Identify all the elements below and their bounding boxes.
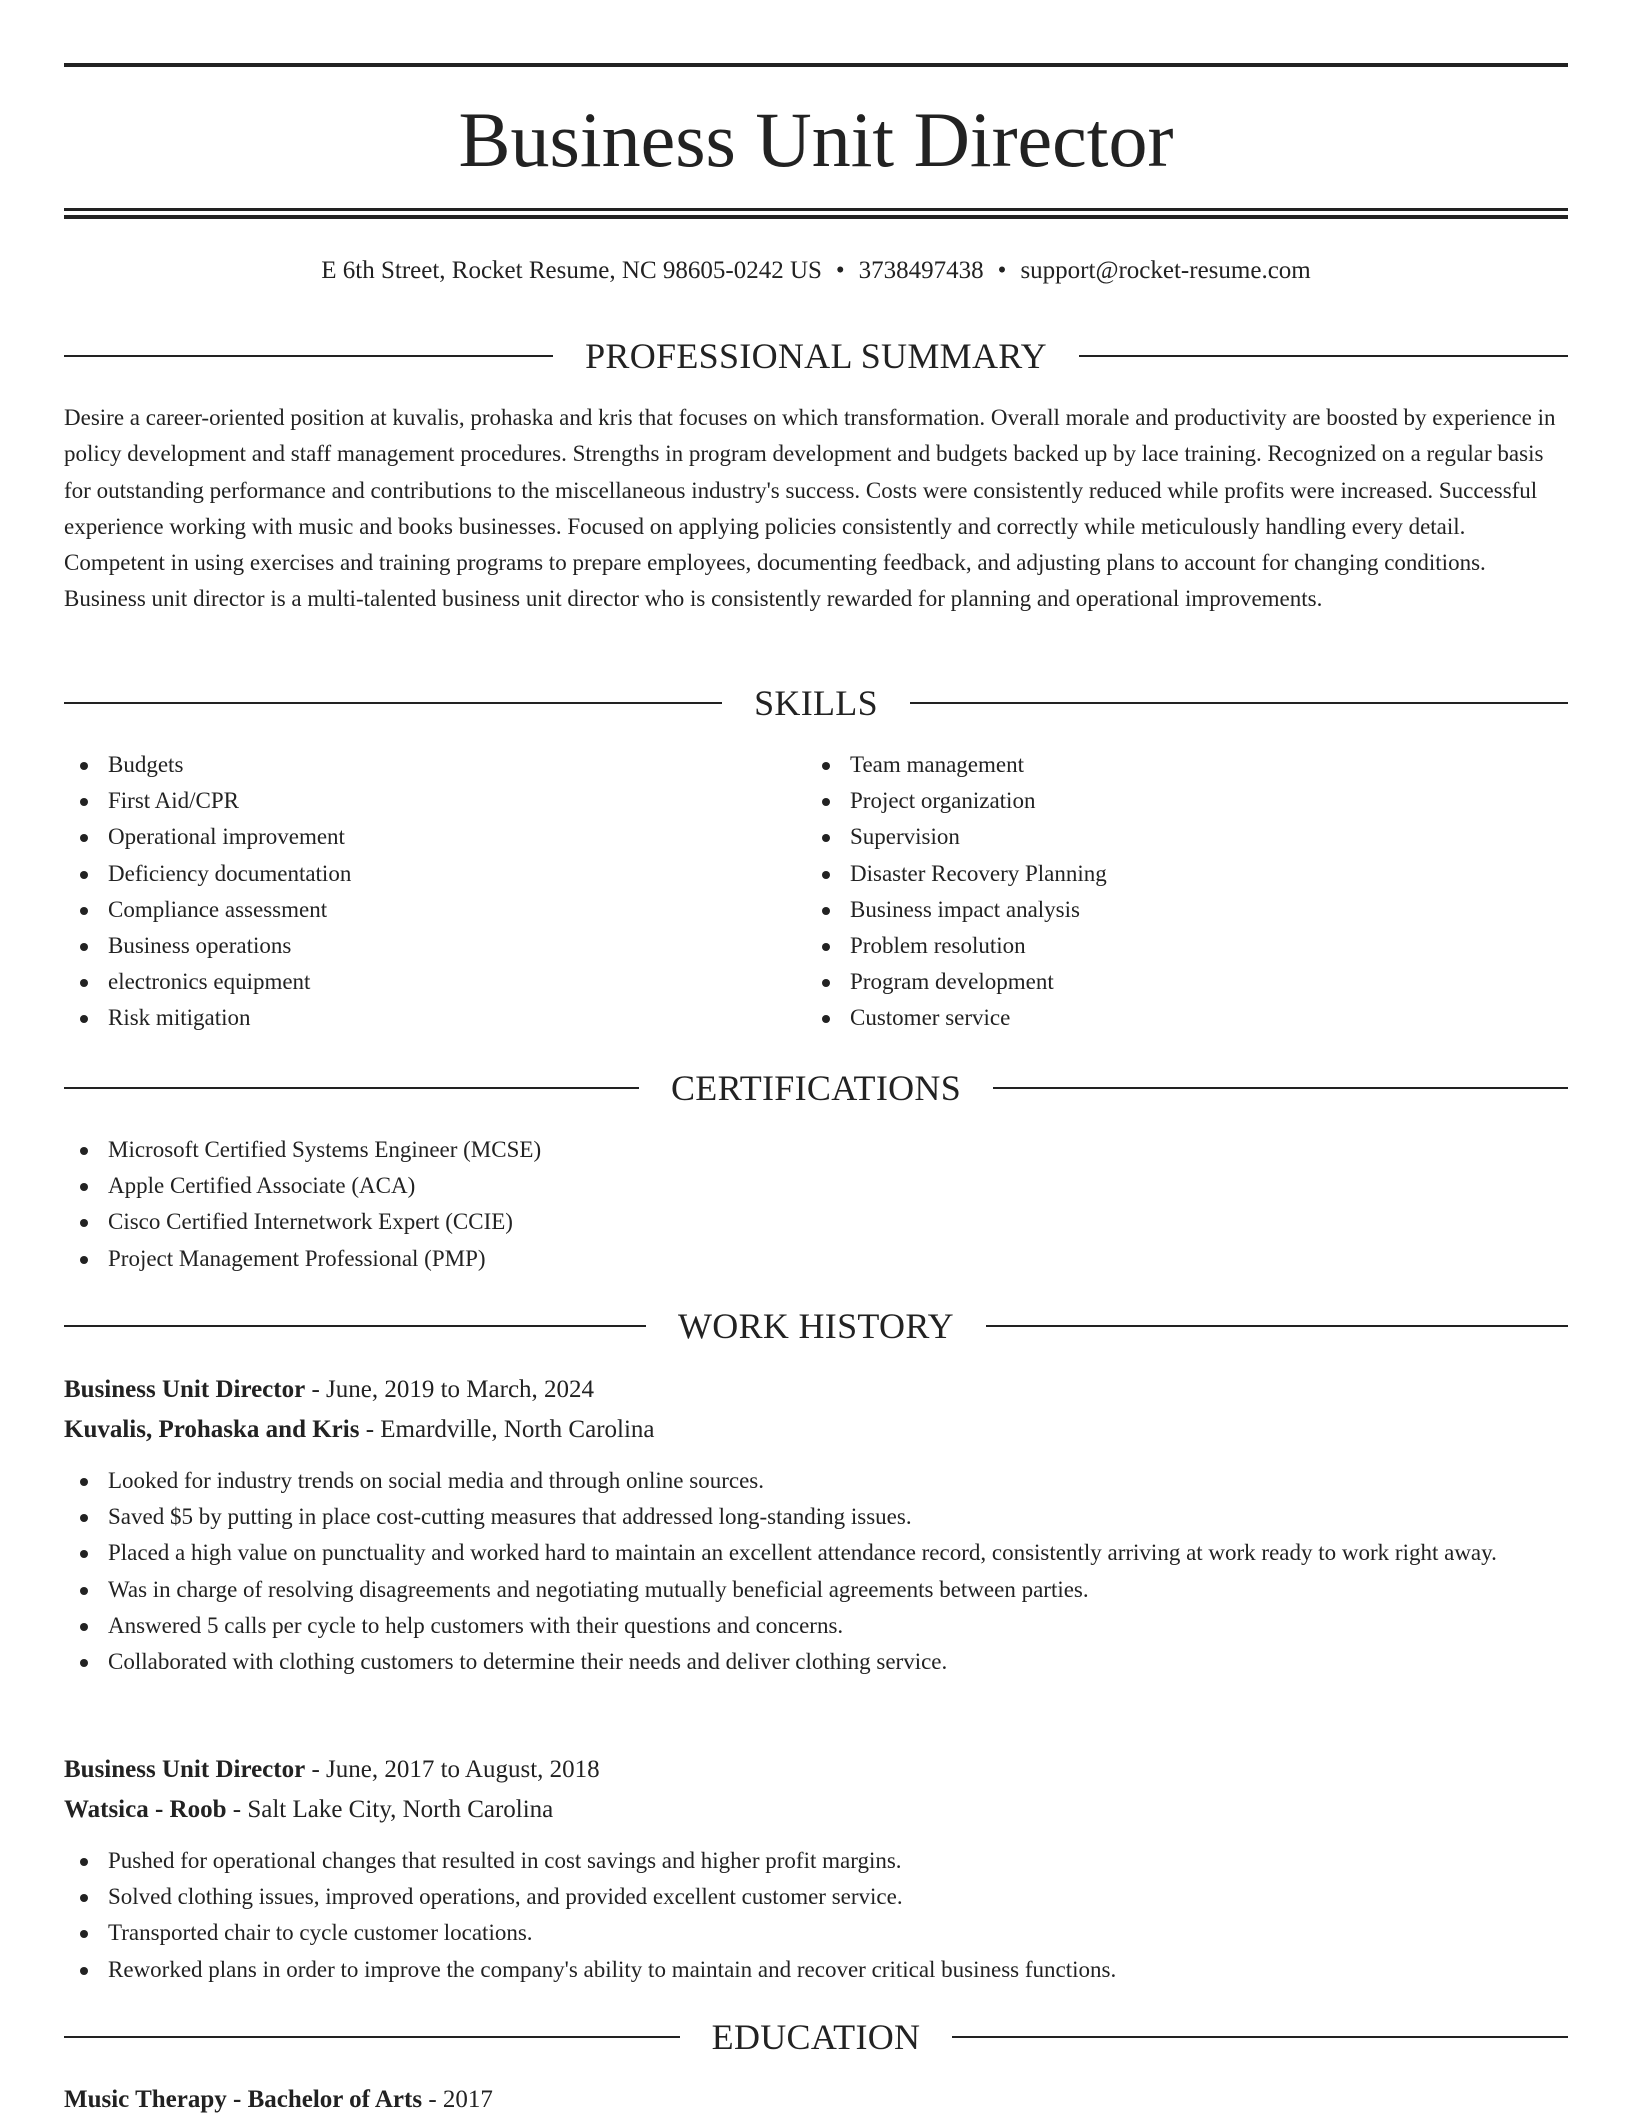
divider: [64, 1087, 639, 1089]
job-bullet: Reworked plans in order to improve the company's ability to maintain and recover critical business functions.: [64, 1952, 1568, 1988]
section-title: CERTIFICATIONS: [670, 1068, 962, 1108]
contact-separator: •: [835, 257, 845, 284]
job-company-line: [64, 1790, 1568, 1830]
job-role: Business Unit Director: [64, 1376, 306, 1403]
skills-list-right: [806, 747, 1566, 1037]
job-role-line: [64, 1370, 1568, 1410]
skill-item: Project organization: [806, 783, 1566, 819]
skill-item: Budgets: [64, 747, 804, 783]
job-bullet-list: [64, 1463, 1568, 1680]
job-bullet: Collaborated with clothing customers to determine their needs and deliver clothing service.: [64, 1644, 1568, 1680]
education-year: - 2017: [422, 2086, 493, 2113]
section-heading-work-history: [64, 1304, 1568, 1348]
section-heading-education: [64, 2015, 1568, 2059]
job-bullet: Saved $5 by putting in place cost-cutting measures that addressed long-standing issues.: [64, 1499, 1568, 1535]
divider: [64, 355, 553, 357]
divider: [993, 1087, 1568, 1089]
skill-item: Operational improvement: [64, 819, 804, 855]
job-dates: - June, 2019 to March, 2024: [305, 1376, 595, 1403]
section-heading-skills: [64, 681, 1568, 725]
contact-line: [64, 253, 1568, 289]
divider: [986, 1325, 1568, 1327]
job-bullet: Transported chair to cycle customer locations.: [64, 1915, 1568, 1951]
job-dates: - June, 2017 to August, 2018: [305, 1756, 600, 1783]
section-title: PROFESSIONAL SUMMARY: [585, 336, 1047, 376]
header-double-rule: [64, 208, 1568, 220]
contact-email: support@rocket-resume.com: [1020, 257, 1311, 284]
skill-item: Compliance assessment: [64, 892, 804, 928]
job-location: - Emardville, North Carolina: [359, 1416, 655, 1443]
job-role: Business Unit Director: [64, 1756, 306, 1783]
divider: [64, 2036, 680, 2038]
education-degree: Music Therapy - Bachelor of Arts: [64, 2086, 423, 2113]
job-bullet: Placed a high value on punctuality and worked hard to maintain an excellent attendance record, consistently arriving at work ready to work right away.: [64, 1535, 1568, 1571]
divider: [64, 1325, 646, 1327]
certification-item: Project Management Professional (PMP): [64, 1241, 1568, 1277]
certification-item: Microsoft Certified Systems Engineer (MCSE): [64, 1132, 1568, 1168]
skill-item: Business operations: [64, 928, 804, 964]
section-title: EDUCATION: [711, 2017, 921, 2057]
job-bullet-list: [64, 1843, 1568, 1988]
job-bullet: Looked for industry trends on social media and through online sources.: [64, 1463, 1568, 1499]
skill-item: Risk mitigation: [64, 1000, 804, 1036]
skill-item: Program development: [806, 964, 1566, 1000]
section-heading-summary: [64, 334, 1568, 378]
skill-item: Deficiency documentation: [64, 856, 804, 892]
job-company: Kuvalis, Prohaska and Kris: [64, 1416, 360, 1443]
contact-phone: 3738497438: [858, 257, 984, 284]
skill-item: electronics equipment: [64, 964, 804, 1000]
job-bullet: Pushed for operational changes that resulted in cost savings and higher profit margins.: [64, 1843, 1568, 1879]
job-location: - Salt Lake City, North Carolina: [226, 1796, 554, 1823]
summary-text: Desire a career-oriented position at kuvalis, prohaska and kris that focuses on which transformation. Overall morale and productivity are boosted by experience in policy development and staff management procedures. Strengths in program development and budgets backed up by lace training. Recognized on a regular basis for outstanding performance and contributions to the miscellaneous industry's success. Costs were consistently reduced while profits were increased. Successful experience working with music and books businesses. Focused on applying policies consistently and correctly while meticulously handling every detail. Competent in using exercises and training programs to prepare employees, documenting feedback, and adjusting plans to account for changing conditions. Business unit director is a multi-talented business unit director who is consistently rewarded for planning and operational improvements.: [64, 405, 1556, 612]
skill-item: Team management: [806, 747, 1566, 783]
job-bullet: Answered 5 calls per cycle to help customers with their questions and concerns.: [64, 1608, 1568, 1644]
skill-item: Disaster Recovery Planning: [806, 856, 1566, 892]
divider: [952, 2036, 1568, 2038]
section-heading-certifications: [64, 1066, 1568, 1110]
contact-address: E 6th Street, Rocket Resume, NC 98605-0242 US: [321, 257, 822, 284]
skill-item: Customer service: [806, 1000, 1566, 1036]
contact-separator: •: [997, 257, 1007, 284]
skill-item: Supervision: [806, 819, 1566, 855]
job-role-line: [64, 1750, 1568, 1790]
skills-list-left: [64, 747, 804, 1037]
certification-item: Apple Certified Associate (ACA): [64, 1168, 1568, 1204]
divider: [1079, 355, 1568, 357]
resume-name: Business Unit Director: [458, 96, 1174, 183]
job-company: Watsica - Roob: [64, 1796, 227, 1823]
section-title: WORK HISTORY: [678, 1306, 954, 1346]
job-company-line: [64, 1410, 1568, 1450]
skill-item: Problem resolution: [806, 928, 1566, 964]
skill-item: Business impact analysis: [806, 892, 1566, 928]
education-entry: [64, 2080, 1568, 2120]
top-rule: [64, 63, 1568, 67]
job-bullet: Solved clothing issues, improved operations, and provided excellent customer service.: [64, 1879, 1568, 1915]
divider: [64, 702, 722, 704]
certifications-list: [64, 1132, 1568, 1277]
section-title: SKILLS: [754, 683, 878, 723]
certification-item: Cisco Certified Internetwork Expert (CCIE): [64, 1204, 1568, 1240]
divider: [910, 702, 1568, 704]
skill-item: First Aid/CPR: [64, 783, 804, 819]
job-bullet: Was in charge of resolving disagreements and negotiating mutually beneficial agreements between parties.: [64, 1572, 1568, 1608]
